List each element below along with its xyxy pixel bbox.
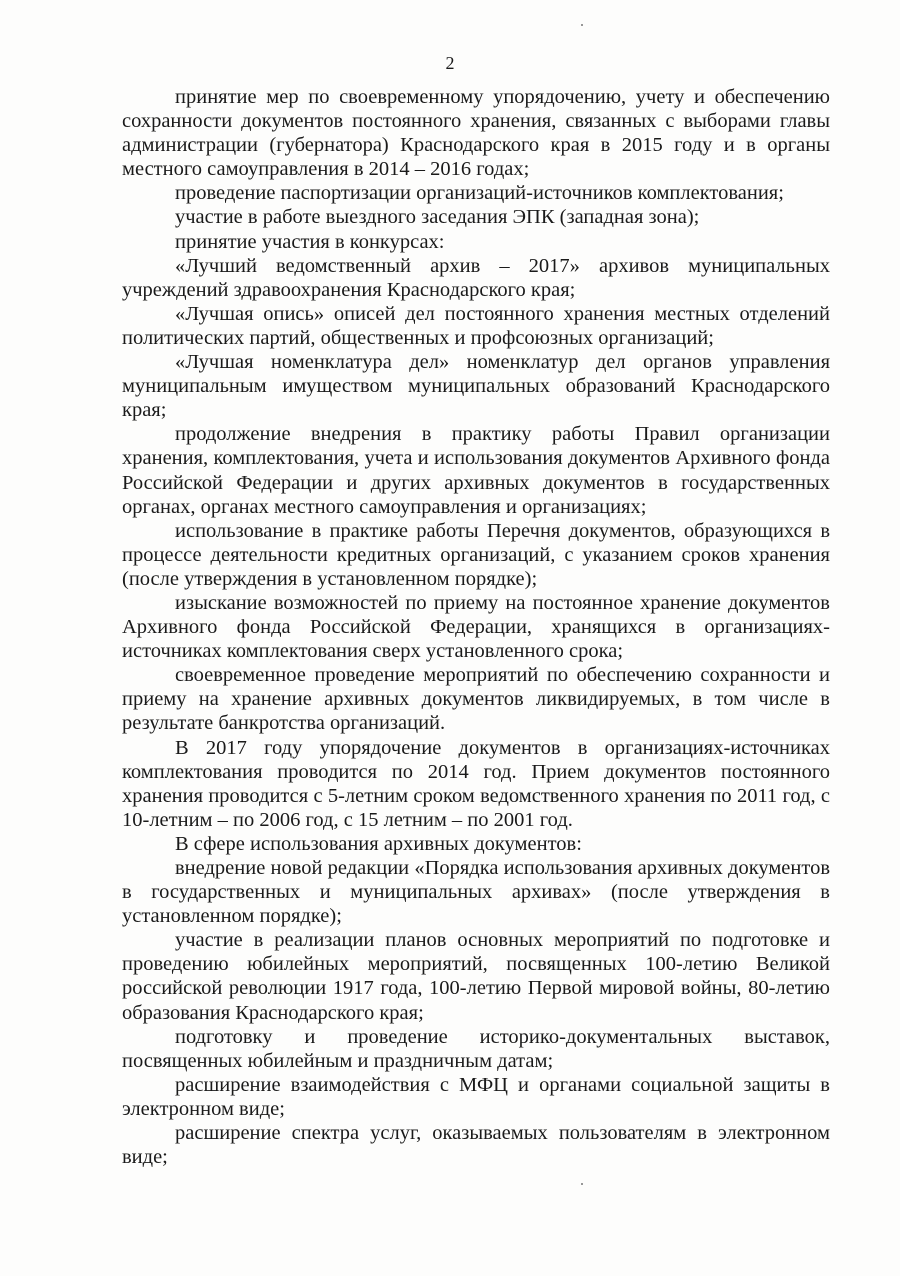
paragraph: «Лучшая опись» описей дел постоянного хранения местных отделений политических партий, общественных и профсоюзных организаций;	[122, 302, 830, 349]
paragraph: «Лучший ведомственный архив – 2017» архивов муниципальных учреждений здравоохранения Краснодарского края;	[122, 254, 830, 301]
paragraph: В 2017 году упорядочение документов в организациях-источниках комплектования проводится по 2014 год. Прием документов постоянного хранения проводится с 5-летним сроком ведомственного хранения по 2011 год, с 10-летним – по 2006 год, с 15 летним – по 2001 год.	[122, 736, 830, 831]
document-body	[122, 85, 830, 1169]
paragraph: «Лучшая номенклатура дел» номенклатур дел органов управления муниципальным имуществом муниципальных образований Краснодарского края;	[122, 351, 830, 422]
scan-speck	[581, 1183, 583, 1185]
paragraph: расширение взаимодействия с МФЦ и органами социальной защиты в электронном виде;	[122, 1073, 830, 1120]
paragraph: принятие мер по своевременному упорядочению, учету и обеспечению сохранности документов постоянного хранения, связанных с выборами главы администрации (губернатора) Краснодарского края в 2015 году и в органы местного самоуправления в 2014 – 2016 годах;	[122, 86, 830, 181]
page-number: 2	[445, 53, 455, 73]
paragraph: В сфере использования архивных документов:	[175, 832, 582, 855]
paragraph: своевременное проведение мероприятий по обеспечению сохранности и приему на хранение архивных документов ликвидируемых, в том числе в результате банкротства организаций.	[122, 664, 830, 735]
paragraph: использование в практике работы Перечня документов, образующихся в процессе деятельности кредитных организаций, с указанием сроков хранения (после утверждения в установленном порядке);	[122, 519, 830, 590]
paragraph: продолжение внедрения в практику работы Правил организации хранения, комплектования, учета и использования документов Архивного фонда Российской Федерации и других архивных документов в государственных органах, органах местного самоуправления и организациях;	[122, 423, 830, 518]
paragraph: участие в реализации планов основных мероприятий по подготовке и проведению юбилейных мероприятий, посвященных 100-летию Великой российской революции 1917 года, 100-летию Первой мировой войны, 80-летию образования Краснодарского края;	[122, 929, 830, 1024]
paragraph: расширение спектра услуг, оказываемых пользователям в электронном виде;	[122, 1122, 830, 1169]
paragraph: участие в работе выездного заседания ЭПК (западная зона);	[175, 206, 700, 229]
paragraph: проведение паспортизации организаций-источников комплектования;	[175, 182, 784, 205]
paragraph: внедрение новой редакции «Порядка использования архивных документов в государственных и муниципальных архивах» (после утверждения в установленном порядке);	[122, 857, 830, 928]
paragraph: принятие участия в конкурсах:	[175, 230, 445, 253]
scan-speck	[581, 24, 583, 26]
paragraph: изыскание возможностей по приему на постоянное хранение документов Архивного фонда Российской Федерации, хранящихся в организациях-источниках комплектования сверх установленного срока;	[122, 591, 830, 663]
paragraph: подготовку и проведение историко-документальных выставок, посвященных юбилейным и праздничным датам;	[122, 1025, 830, 1072]
